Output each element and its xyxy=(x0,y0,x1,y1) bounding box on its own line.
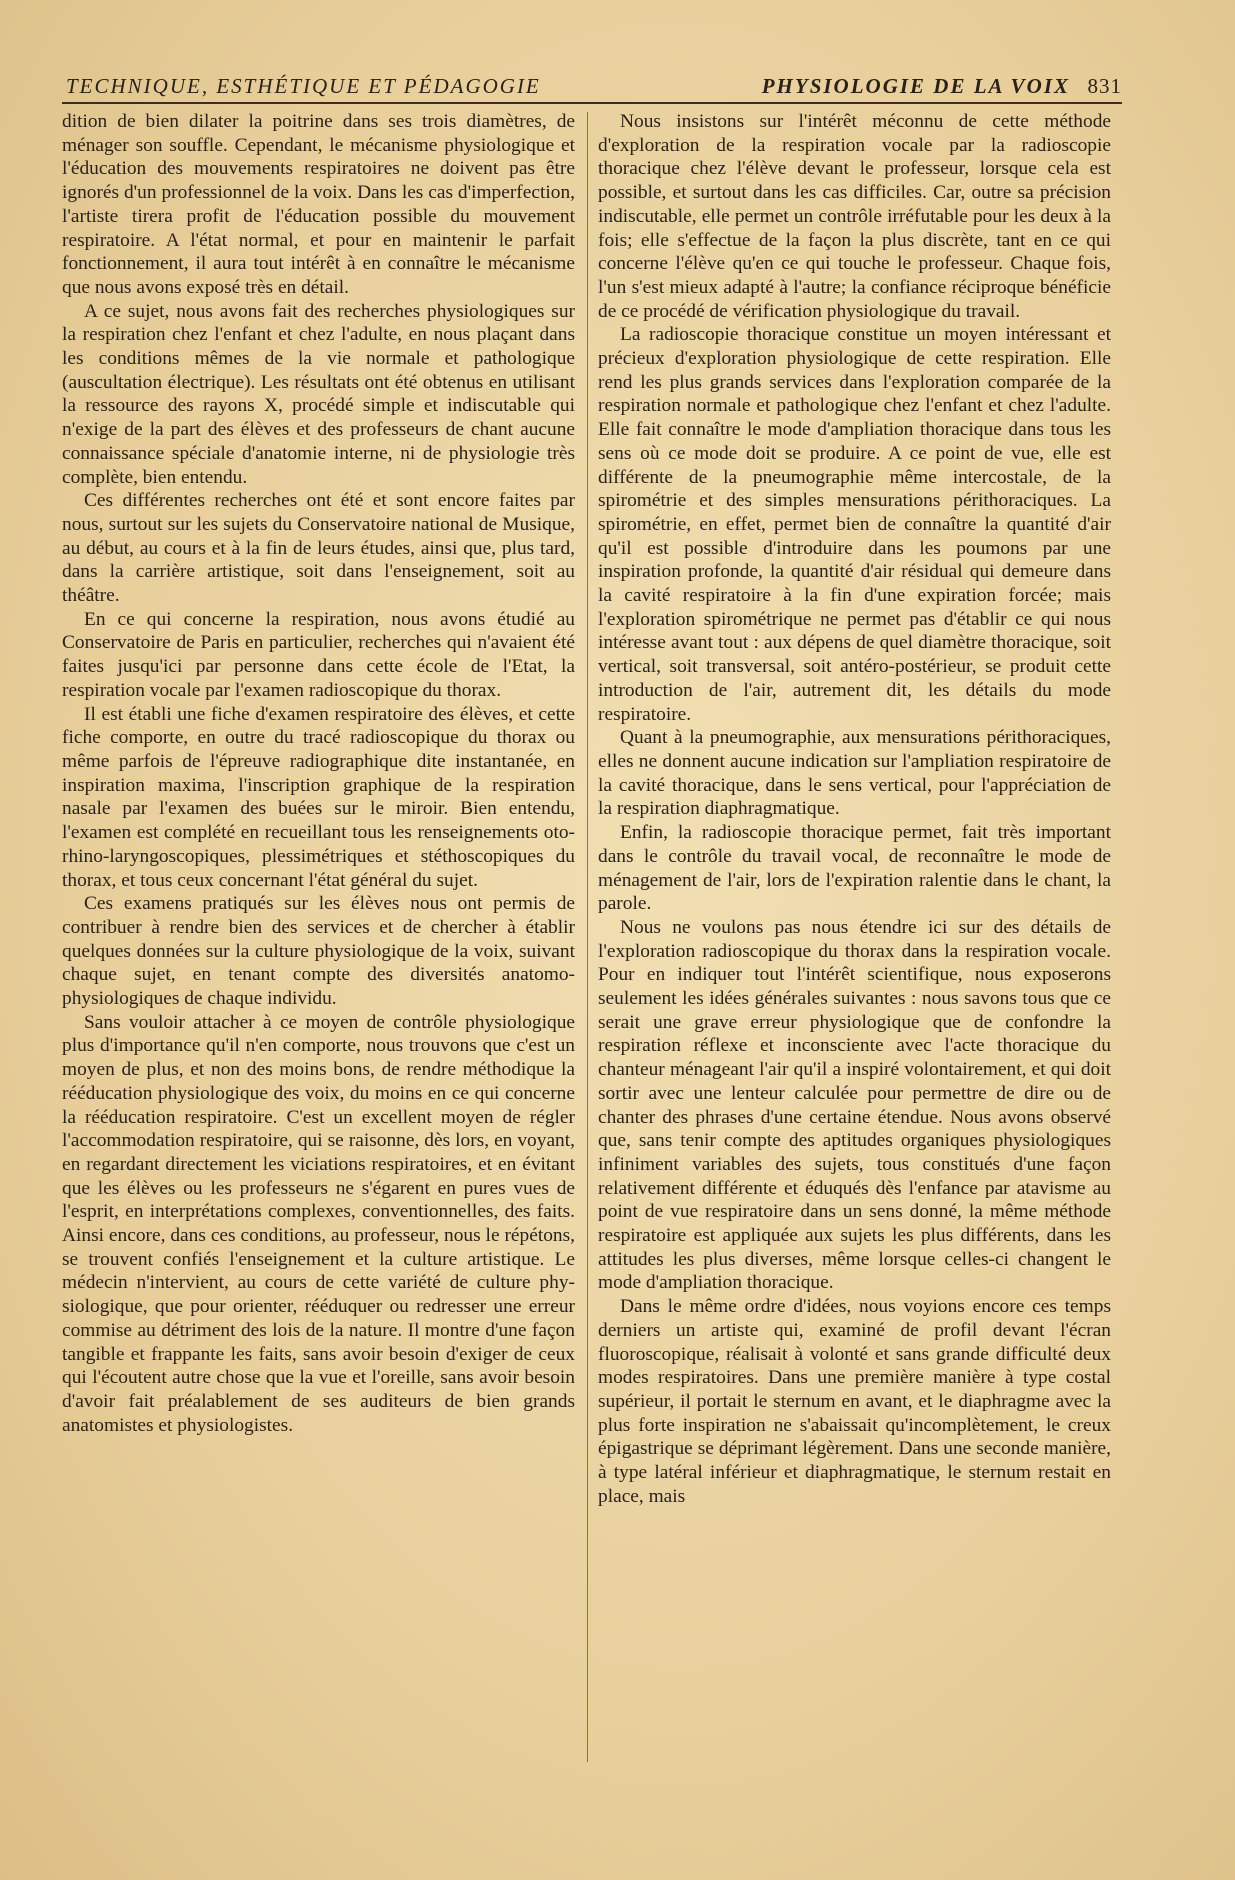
paragraph: Il est établi une fiche d'examen respiratoire des élèves, et cette fiche comporte, en outre du tracé radioscopique du thorax ou même parfois de l'épreuve radiographique dite instantanée, en inspiration maxima, l'inscription graphique de la respiration nasale par l'examen des buées sur le miroir. Bien entendu, l'examen est complété en recueillant tous les renseignements oto-rhino-laryngoscopiques, plessimétriques et stéthoscopiques du thorax, et tous ceux concernant l'état général du sujet. xyxy=(62,703,575,891)
paragraph: Ces différentes recherches ont été et sont encore faites par nous, surtout sur les sujets du Conservatoire national de Musique, au début, au cours et à la fin de leurs études, ainsi que, plus tard, dans la carrière artistique, soit dans l'enseignement, soit au théâtre. xyxy=(62,490,575,607)
paragraph: Nous ne voulons pas nous étendre ici sur des détails de l'exploration radioscopique du thorax dans la respiration vocale. Pour en indiquer tout l'intérêt scientifique, nous exposerons seulement les idées générales suivantes : nous savons tous que ce serait une grave erreur physiologique que de confondre la respiration réflexe et inconsciente avec l'acte thoracique du chanteur ménageant l'air qu'il a inspiré volontairement, et qui doit sortir avec une lenteur calculée pour permettre de dire ou de chanter des phrases d'une certaine étendue. Nous avons observé que, sans tenir compte des aptitudes organiques physiologiques infiniment variables des sujets, tous constitués d'une façon relativement différente et éduqués dès l'enfance par atavisme au point de vue respiratoire dans un sens donné, la même méthode respiratoire est appliquée aux sujets les plus différents, dans les attitudes les plus diverses, même lorsque celles-ci changent le mode d'ampliation thoracique. xyxy=(598,916,1111,1294)
paragraph: Nous insistons sur l'intérêt méconnu de cette méthode d'exploration de la respiration vocale par la radioscopie thoracique chez l'élève devant le professeur, lorsque cela est possible, et surtout dans les cas difficiles. Car, outre sa précision indiscutable, elle permet un contrôle irréfutable pour les deux à la fois; elle s'effectue de la façon la plus discrète, tant en ce qui concerne l'élève qu'en ce qui touche le professeur. Chaque fois, l'un s'est mieux adapté à l'autre; la confiance réciproque bénéficie de ce procédé de vérification physiologique du travail. xyxy=(598,111,1111,322)
column-divider xyxy=(587,112,588,1762)
running-head xyxy=(62,68,1122,102)
paragraph: En ce qui concerne la respiration, nous avons étudié au Conservatoire de Paris en particulier, recherches qui n'avaient été faites jusqu'ici par personne dans cette école de l'Etat, la respiration vocale par l'examen radioscopique du thorax. xyxy=(62,608,575,701)
right-column xyxy=(598,110,1111,1508)
paragraph: Quant à la pneumographie, aux mensurations périthoraciques, elles ne donnent aucune indication sur l'ampliation respiratoire de la cavité thoracique, dans le sens vertical, pour l'appréciation de la respiration diaphragmatique. xyxy=(598,727,1111,820)
page-number: 831 xyxy=(1087,74,1122,98)
running-head-right: PHYSIOLOGIE DE LA VOIX xyxy=(761,74,1070,98)
left-column xyxy=(62,110,575,1437)
paragraph: dition de bien dilater la poitrine dans ses trois diamètres, de ménager son souffle. Cependant, le mécanisme physiologique et l'éducation des mouvements respiratoires ne doivent pas être ignorés d'un professionnel de la voix. Dans les cas d'imperfection, l'artiste tirera profit de l'éducation possible du mouvement respiratoire. A l'état normal, et pour en maintenir le parfait fonctionnement, il aura tout intérêt à en connaître le mécanisme que nous avons exposé très en détail. xyxy=(62,111,575,298)
paragraph: A ce sujet, nous avons fait des recherches physiologiques sur la respiration chez l'enfant et chez l'adulte, en nous plaçant dans les conditions mêmes de la vie normale et pathologique (auscultation électrique). Les résultats ont été obtenus en utilisant la ressource des rayons X, procédé simple et indiscutable qui n'exige de la part des élèves et des professeurs de chant aucune connaissance spéciale d'anatomie interne, ni de physiologie très complète, bien entendu. xyxy=(62,300,575,488)
running-head-left: TECHNIQUE, ESTHÉTIQUE ET PÉDAGOGIE xyxy=(66,74,541,98)
paragraph: Enfin, la radioscopie thoracique permet, fait très important dans le contrôle du travail vocal, de reconnaître le mode de ménagement de l'air, lors de l'expiration ralentie dans le chant, la parole. xyxy=(598,822,1111,915)
paragraph: Sans vouloir attacher à ce moyen de contrôle physiologique plus d'importance qu'il n'en comporte, nous trouvons que c'est un moyen de plus, et non des moins bons, de rendre méthodique la rééducation physiologique des voix, du moins en ce qui concerne la rééducation respiratoire. C'est un excellent moyen de régler l'accommodation respiratoire, qui se raisonne, dès lors, en voyant, en regardant directement les viciations respiratoires, et en évitant que les élèves ou les professeurs ne s'égarent en pures vues de l'esprit, en interprétations complexes, conventionnelles, des faits. Ainsi encore, dans ces conditions, au professeur, nous le répétons, se trouvent confiés l'enseignement et la culture artistique. Le médecin n'intervient, au cours de cette variété de culture physiologique, que pour orienter, rééduquer ou redresser une erreur commise au détriment des lois de la nature. Il montre d'une façon tangible et frappante les faits, sans avoir besoin d'exiger de ceux qui l'écoutent autre chose que la vue et l'oreille, sans avoir besoin d'avoir fait préalablement de ses auditeurs de bien grands anatomistes et physiologistes. xyxy=(62,1011,575,1436)
paragraph: Dans le même ordre d'idées, nous voyions encore ces temps derniers un artiste qui, examiné de profil devant l'écran fluoroscopique, réalisait à volonté et sans grande difficulté deux modes respiratoires. Dans une première manière à type costal supérieur, il portait le sternum en avant, et le diaphragme avec la plus forte inspiration ne s'abaissait qu'incomplètement, le creux épigastrique se déprimant légèrement. Dans une seconde manière, à type latéral inférieur et diaphragmatique, le sternum restait en place, mais xyxy=(598,1296,1111,1507)
paragraph: Ces examens pratiqués sur les élèves nous ont permis de contribuer à rendre bien des services et de chercher à établir quelques données sur la culture physiologique de la voix, suivant chaque sujet, en tenant compte des diversités anatomo-physiologiques de chaque individu. xyxy=(62,893,575,1010)
header-rule xyxy=(62,102,1122,104)
paragraph: La radioscopie thoracique constitue un moyen intéressant et précieux d'exploration physiologique de cette respiration. Elle rend les plus grands services dans l'exploration comparée de la respiration normale et pathologique chez l'enfant et chez l'adulte. Elle fait connaître le mode d'ampliation thoracique dans tous les sens où ce mode doit se produire. A ce point de vue, elle est différente de la pneumographie même intercostale, de la spirométrie et des simples mensurations périthoraciques. La spirométrie, en effet, permet bien de connaître la quantité d'air qu'il est possible d'introduire dans les poumons par une inspiration profonde, la quantité d'air résidual qui demeure dans la cavité respiratoire à la fin d'une expiration forcée; mais l'exploration spirométrique ne permet pas d'établir ce qui nous intéresse avant tout : aux dépens de quel diamètre thoracique, soit vertical, soit transversal, soit antéro-postérieur, se produit cette introduction de l'air, autrement dit, les détails du mode respiratoire. xyxy=(598,324,1111,725)
